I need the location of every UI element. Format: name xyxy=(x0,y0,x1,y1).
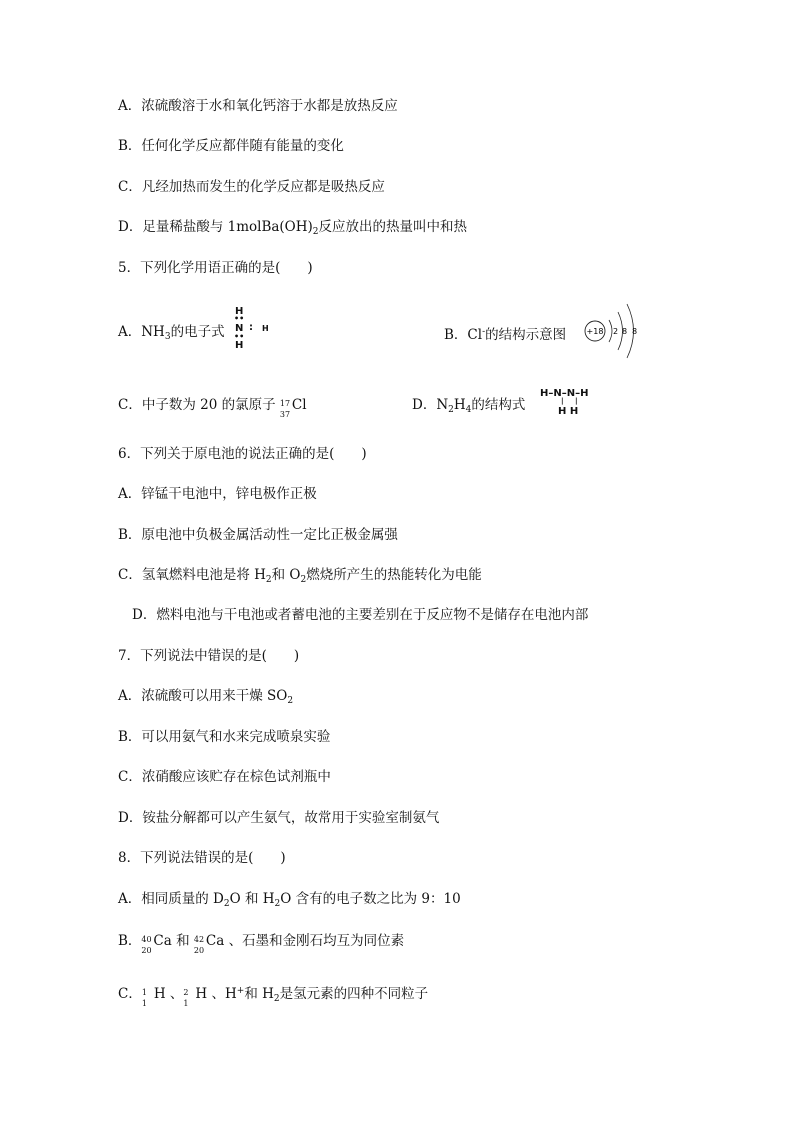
shell-count-2: 8 xyxy=(622,327,628,336)
option-8b: B． 40 20 Ca 和 42 20 Ca 、石墨和金刚石均互为同位素 xyxy=(118,933,405,955)
question-6: 6．下列关于原电池的说法正确的是( ) xyxy=(118,446,367,462)
question-8: 8．下列说法错误的是( ) xyxy=(118,850,286,866)
lewis-h-bottom: H xyxy=(235,340,244,351)
n2h4-bond-2: | xyxy=(575,397,578,405)
option-7d: D．铵盐分解都可以产生氨气，故常用于实验室制氨气 xyxy=(118,810,440,826)
option-6b: B．原电池中负极金属活动性一定比正极金属强 xyxy=(118,527,398,543)
option-7c: C．浓硝酸应该贮存在棕色试剂瓶中 xyxy=(118,769,331,785)
shell-count-3: 8 xyxy=(632,327,638,336)
option-4b: B．任何化学反应都伴随有能量的变化 xyxy=(118,138,344,154)
option-5a: A．$NH_3$的电子式 xyxy=(118,324,225,342)
nucleus-charge: +18 xyxy=(586,327,604,336)
isotope-h2: 2 1 xyxy=(183,987,189,1008)
n2h4-row2: H H xyxy=(558,406,579,417)
question-5: 5．下列化学用语正确的是( ) xyxy=(118,260,313,276)
lewis-h-top: H xyxy=(235,306,244,317)
lewis-n: N xyxy=(235,323,244,334)
option-8a: A．相同质量的 $D_2O$ 和 $H_2O$ 含有的电子数之比为 9：10 xyxy=(118,891,461,909)
n2h4-row1: H–N–N–H xyxy=(540,388,589,399)
isotope-ca40: 40 20 xyxy=(141,934,152,955)
isotope-ca42: 42 20 xyxy=(193,934,205,955)
shell-count-1: 2 xyxy=(613,327,619,336)
option-4d: D．足量稀盐酸与 $1molBa(OH)_2$反应放出的热量叫中和热 xyxy=(118,219,468,237)
lewis-pair-right: : xyxy=(249,322,253,333)
option-5b: B．Cl-的结构示意图 xyxy=(444,327,567,343)
question-7: 7．下列说法中错误的是( ) xyxy=(118,648,300,664)
option-6a: A．锌锰干电池中，锌电极作正极 xyxy=(118,486,317,502)
option-8c: C． 1 1 H 、 2 1 H 、H+和 $H_2$是氢元素的四种不同粒子 xyxy=(118,986,429,1008)
lewis-dots-top: •• xyxy=(234,314,245,323)
option-4c: C．凡经加热而发生的化学反应都是吸热反应 xyxy=(118,179,385,195)
isotope-h1: 1 1 xyxy=(141,987,147,1008)
option-7b: B．可以用氨气和水来完成喷泉实验 xyxy=(118,729,331,745)
nh3-electron-formula xyxy=(232,306,276,358)
lewis-dots-bottom: •• xyxy=(234,332,245,341)
option-6c: C．氢氧燃料电池是将 $H_2$和 $O_2$燃烧所产生的热能转化为电能 xyxy=(118,567,482,585)
option-5d: D．$N_2H_4$的结构式 xyxy=(412,397,526,415)
option-7a: A．浓硫酸可以用来干燥 $SO_2$ xyxy=(118,688,294,706)
cl-ion-structure-diagram xyxy=(582,296,642,366)
isotope-notation: 17 37 xyxy=(279,398,291,419)
option-6d: D．燃料电池与干电池或者蓄电池的主要差别在于反应物不是储存在电池内部 xyxy=(132,607,589,623)
option-4a: A．浓硫酸溶于水和氧化钙溶于水都是放热反应 xyxy=(118,98,398,114)
option-5c: C．中子数为 20 的氯原子 17 37 Cl xyxy=(118,397,307,419)
n2h4-bond-1: | xyxy=(561,397,564,405)
lewis-h-right: H xyxy=(262,324,269,333)
shell-arc-1 xyxy=(609,320,612,342)
